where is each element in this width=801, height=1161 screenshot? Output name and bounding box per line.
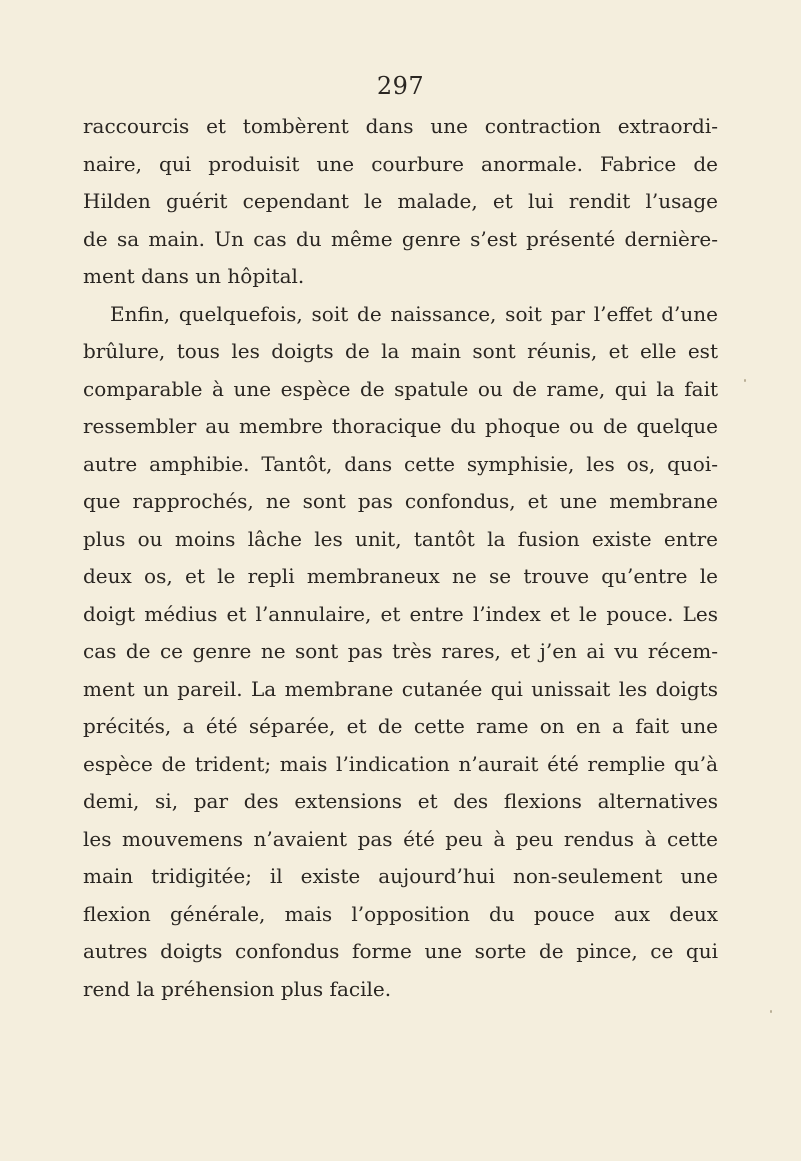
text-line: deux os, et le repli membraneux ne se trouve qu’entre le: [83, 564, 718, 588]
text-line: main tridigitée; il existe aujourd’hui non-seulement une: [83, 864, 718, 888]
text-line: rend la préhension plus facile.: [83, 976, 392, 1001]
body-text: [83, 108, 718, 1008]
text-line: Hilden guérit cependant le malade, et lui rendit l’usage: [83, 189, 718, 213]
text-line: raccourcis et tombèrent dans une contraction extraordi-: [83, 114, 718, 138]
text-line: naire, qui produisit une courbure anormale. Fabrice de: [83, 151, 718, 176]
paper-speck: [770, 1010, 772, 1013]
text-line: cas de ce genre ne sont pas très rares, et j’en ai vu récem-: [83, 639, 718, 663]
text-line: espèce de trident; mais l’indication n’aurait été remplie qu’à: [83, 751, 718, 776]
text-line: comparable à une espèce de spatule ou de rame, qui la fait: [83, 376, 718, 401]
text-line: les mouvemens n’avaient pas été peu à peu rendus à cette: [83, 826, 718, 851]
text-line: autre amphibie. Tantôt, dans cette symphisie, les os, quoi-: [83, 451, 718, 476]
text-line: autres doigts confondus forme une sorte de pince, ce qui: [83, 939, 718, 963]
text-line: ressembler au membre thoracique du phoque ou de quelque: [83, 414, 718, 438]
text-line: doigt médius et l’annulaire, et entre l’index et le pouce. Les: [83, 601, 718, 626]
text-line: brûlure, tous les doigts de la main sont réunis, et elle est: [83, 339, 718, 363]
text-line: ment un pareil. La membrane cutanée qui unissait les doigts: [83, 676, 718, 701]
text-line: ment dans un hôpital.: [83, 264, 305, 288]
text-line: Enfin, quelquefois, soit de naissance, soit par l’effet d’une: [110, 301, 718, 326]
text-line: demi, si, par des extensions et des flexions alternatives: [83, 789, 718, 813]
text-line: plus ou moins lâche les unit, tantôt la fusion existe entre: [83, 526, 718, 551]
page-number: 297: [376, 72, 425, 100]
text-line: que rapprochés, ne sont pas confondus, et une membrane: [83, 489, 718, 513]
text-line: flexion générale, mais l’opposition du pouce aux deux: [83, 901, 718, 926]
text-line: de sa main. Un cas du même genre s’est présenté dernière-: [83, 226, 718, 251]
paper-speck: [744, 379, 746, 382]
text-line: précités, a été séparée, et de cette rame on en a fait une: [83, 714, 718, 738]
